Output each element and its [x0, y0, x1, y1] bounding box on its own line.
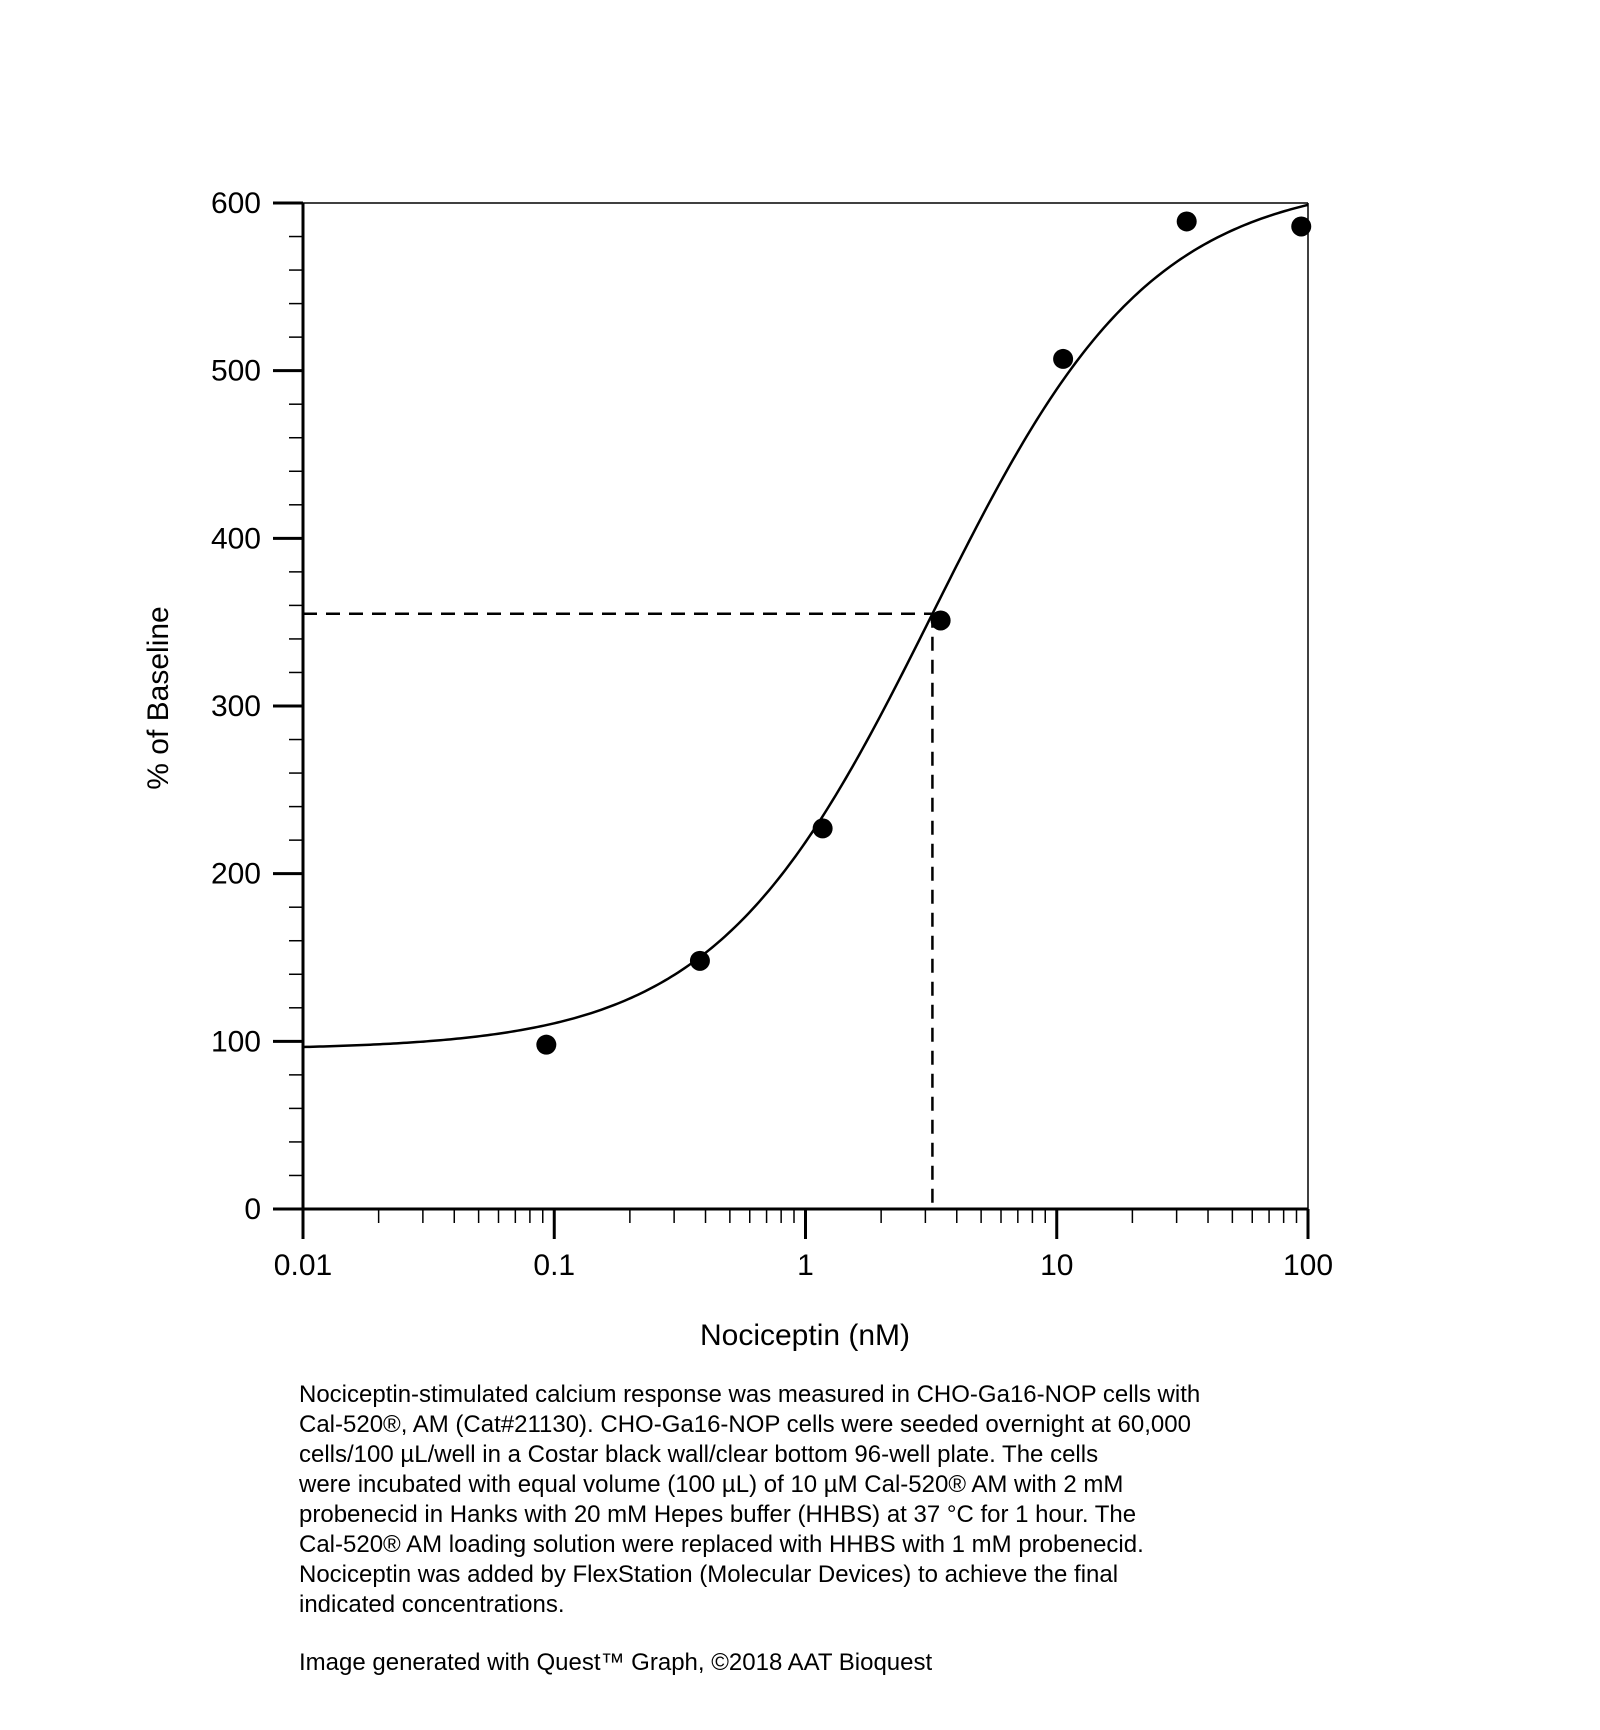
data-point	[536, 1035, 556, 1055]
data-point	[813, 818, 833, 838]
y-tick-label: 400	[210, 522, 261, 556]
x-axis-title: Nociceptin (nM)	[699, 1319, 911, 1352]
image-credit: Image generated with Quest™ Graph, ©2018 AAT Bioquest	[299, 1649, 933, 1676]
figure-caption	[299, 1380, 1319, 1620]
data-point	[1291, 216, 1311, 236]
x-tick-label: 10	[1040, 1249, 1074, 1282]
x-tick-label: 1	[797, 1249, 814, 1282]
y-tick-label: 100	[210, 1025, 261, 1059]
caption-line: Cal-520®, AM (Cat#21130). CHO-Ga16-NOP cells were seeded overnight at 60,000	[299, 1411, 1191, 1438]
caption-line: Cal-520® AM loading solution were replaced with HHBS with 1 mM probenecid.	[299, 1531, 1144, 1558]
caption-line: were incubated with equal volume (100 µL) of 10 µM Cal-520® AM with 2 mM	[299, 1471, 1124, 1498]
y-axis-title: % of Baseline	[142, 606, 175, 790]
data-point	[1177, 211, 1197, 231]
fit-curve	[303, 205, 1308, 1047]
x-tick-label: 0.01	[273, 1249, 333, 1282]
data-point	[690, 951, 710, 971]
caption-line: Nociceptin-stimulated calcium response was measured in CHO-Ga16-NOP cells with	[299, 1381, 1201, 1408]
y-tick-label: 600	[210, 187, 261, 220]
y-tick-label: 300	[210, 690, 261, 723]
caption-line: indicated concentrations.	[299, 1591, 565, 1618]
data-point	[931, 610, 951, 630]
caption-line: Nociceptin was added by FlexStation (Molecular Devices) to achieve the final	[299, 1561, 1119, 1588]
y-tick-label: 0	[244, 1193, 261, 1226]
caption-line: cells/100 µL/well in a Costar black wall/clear bottom 96-well plate. The cells	[299, 1441, 1099, 1468]
x-tick-label: 0.1	[533, 1249, 576, 1282]
y-tick-label: 500	[210, 354, 261, 388]
data-point	[1053, 349, 1073, 369]
y-tick-label: 200	[210, 857, 261, 891]
x-tick-label: 100	[1282, 1249, 1334, 1282]
caption-line: probenecid in Hanks with 20 mM Hepes buffer (HHBS) at 37 °C for 1 hour. The	[299, 1501, 1137, 1528]
